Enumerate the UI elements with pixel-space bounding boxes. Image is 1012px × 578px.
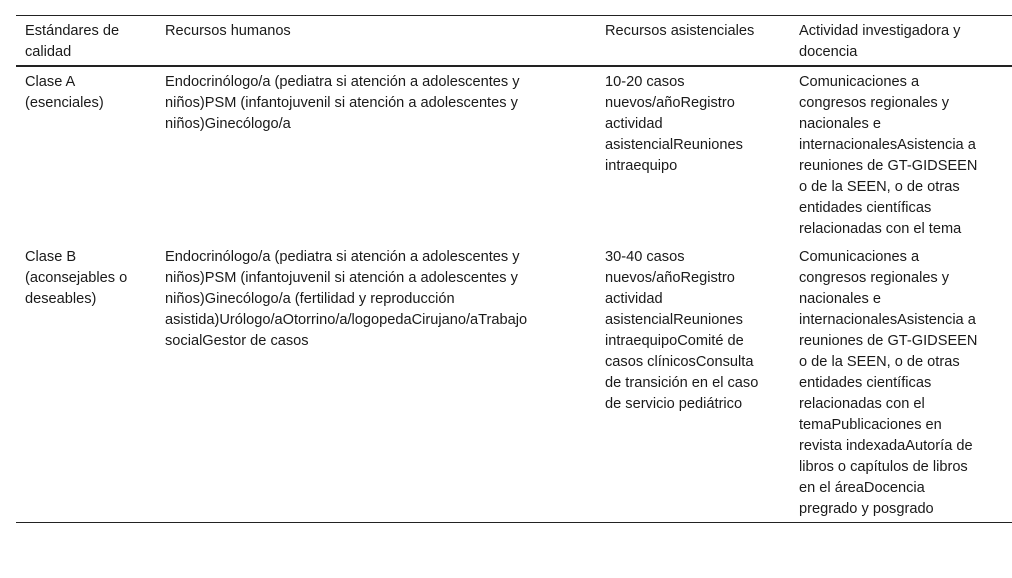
quality-standards-table <box>16 15 1012 523</box>
table-header <box>16 16 1012 67</box>
header-care-resources: Recursos asistenciales <box>605 23 755 39</box>
quality-standards-table-wrapper <box>16 15 1012 523</box>
header-standards: Estándares de calidad <box>25 23 120 60</box>
table-row <box>16 242 1012 523</box>
header-human-resources: Recursos humanos <box>165 23 291 39</box>
cell-care-resources-class-b: 30-40 casos nuevos/añoRegistro actividad asistencialReuniones intraequipoComité de casos clínicosConsulta de transición en el caso de servicio pediátrico <box>605 249 759 412</box>
cell-human-resources-class-a: Endocrinólogo/a (pediatra si atención a adolescentes y niños)PSM (infantojuvenil si atención a adolescentes y niños)Ginecólogo/a <box>165 74 520 132</box>
table-row <box>16 66 1012 242</box>
table-body <box>16 66 1012 523</box>
cell-standard-class-a: Clase A (esenciales) <box>25 74 104 111</box>
cell-research-class-b: Comunicaciones a congresos regionales y nacionales e internacionalesAsistencia a reuniones de GT-GIDSEEN o de la SEEN, o de otras entidades científicas relacionadas con el temaPublicaciones en revista indexadaAutoría de libros o capítulos de libros en el áreaDocencia pregrado y posgrado <box>799 249 978 517</box>
cell-care-resources-class-a: 10-20 casos nuevos/añoRegistro actividad asistencialReuniones intraequipo <box>605 74 743 174</box>
cell-human-resources-class-b: Endocrinólogo/a (pediatra si atención a adolescentes y niños)PSM (infantojuvenil si atención a adolescentes y niños)Ginecólogo/a (fertilidad y reproducción asistida)Urólogo/aOtorrino/a/logopedaCirujano/aTrabajo socialGestor de casos <box>165 249 528 349</box>
cell-standard-class-b: Clase B (aconsejables o deseables) <box>25 249 128 307</box>
cell-research-class-a: Comunicaciones a congresos regionales y nacionales e internacionalesAsistencia a reuniones de GT-GIDSEEN o de la SEEN, o de otras entidades científicas relacionadas con el tema <box>799 74 978 237</box>
header-research-teaching: Actividad investigadora y docencia <box>799 23 961 60</box>
header-row <box>16 16 1012 67</box>
